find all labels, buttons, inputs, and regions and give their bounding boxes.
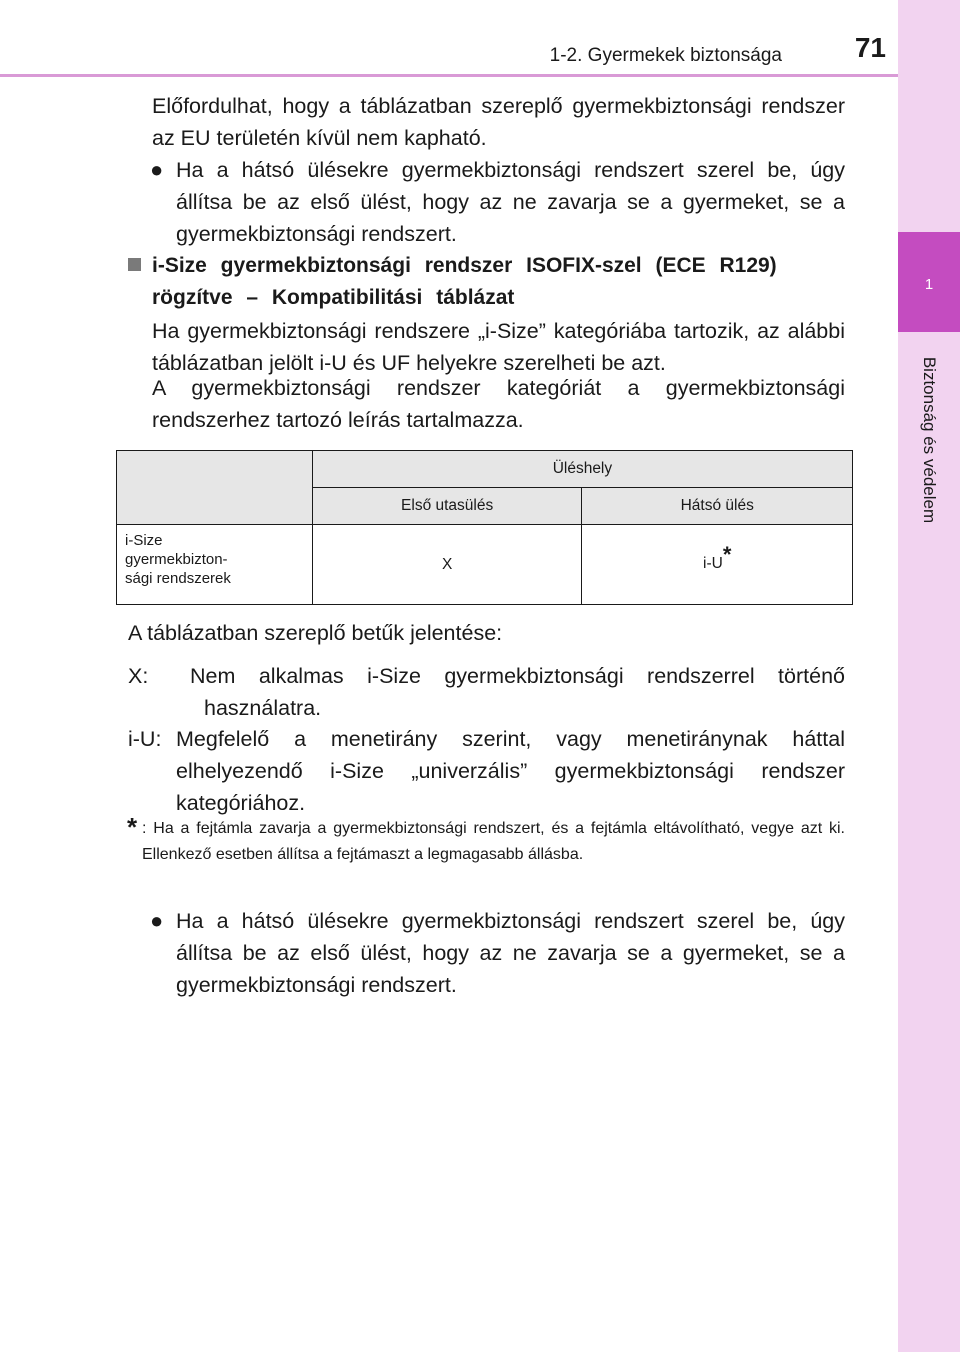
isize-paragraph-1: Ha gyermekbiztonsági rendszere „i-Size” kategóriába tartozik, az alábbi táblázatban jelölt i-U és UF helyekre szerelheti be azt. — [152, 319, 845, 375]
side-tab — [898, 0, 960, 1352]
table-cell-rear — [582, 525, 853, 605]
side-chapter-label: Biztonság és védelem — [920, 356, 939, 524]
intro-bullet-text: Ha a hátsó ülésekre gyermekbiztonsági rendszert szerel be, úgy állítsa be az első ülést, hogy az ne zavarja se a gyermeket, se a gyermekbiztonsági rendszert. — [176, 158, 845, 246]
table-footnote-mark: * — [722, 542, 732, 568]
legend-term-x: X: — [128, 664, 149, 688]
table-group-header: Üléshely — [312, 451, 852, 488]
legend-desc-iu: Megfelelő a menetirány szerint, vagy menetiránynak háttal elhelyezendő i-Size „univerzális” gyermekbiztonsági rendszer kategóriához. — [176, 727, 845, 815]
table-col-rear: Hátsó ülés — [582, 488, 853, 525]
legend-term-iu: i-U: — [128, 727, 162, 751]
legend-title: A táblázatban szereplő betűk jelentése: — [128, 621, 503, 645]
footnote-text: : Ha a fejtámla zavarja a gyermekbiztonsági rendszert, és a fejtámla eltávolítható, vegye azt ki. Ellenkező esetben állítsa a fejtámaszt a legmagasabb állásba. — [142, 820, 845, 863]
isize-paragraph-2: A gyermekbiztonsági rendszer kategóriát a gyermekbiztonsági rendszerhez tartozó leírás tartalmazza. — [152, 376, 845, 432]
table-cell-front: X — [312, 525, 582, 605]
table-col-front: Első utasülés — [312, 488, 582, 525]
table-corner-cell — [117, 451, 313, 525]
side-chapter-number: 1 — [924, 276, 934, 293]
page-number: 71 — [854, 32, 886, 63]
table-row-label — [117, 525, 313, 605]
section-heading: i-Size gyermekbiztonsági rendszer ISOFIX-szel (ECE R129) rögzítve – Kompatibilitási táblázat — [152, 254, 777, 309]
table-cell-rear-value: i-U — [703, 555, 723, 573]
section-title: 1-2. Gyermekek biztonsága — [549, 45, 782, 66]
row-label-line: sági rendszerek — [125, 570, 231, 587]
intro-paragraph: Előfordulhat, hogy a táblázatban szereplő gyermekbiztonsági rendszer az EU területén kívül nem kapható. — [152, 94, 845, 150]
compatibility-table — [116, 450, 853, 605]
legend-desc-x: Nem alkalmas i-Size gyermekbiztonsági rendszerrel történő használatra. — [190, 664, 845, 720]
footnote-star: * — [127, 812, 138, 842]
header-divider — [0, 74, 898, 77]
row-label-line: gyermekbizton- — [125, 551, 228, 568]
bullet-dot-icon: ● — [150, 908, 164, 933]
bullet-2-text: Ha a hátsó ülésekre gyermekbiztonsági rendszert szerel be, úgy állítsa be az első ülést, hogy az ne zavarja se a gyermeket, se a gyermekbiztonsági rendszert. — [176, 909, 845, 997]
square-bullet-icon — [128, 258, 141, 271]
bullet-dot-icon: ● — [150, 157, 164, 182]
row-label-line: i-Size — [125, 532, 163, 549]
